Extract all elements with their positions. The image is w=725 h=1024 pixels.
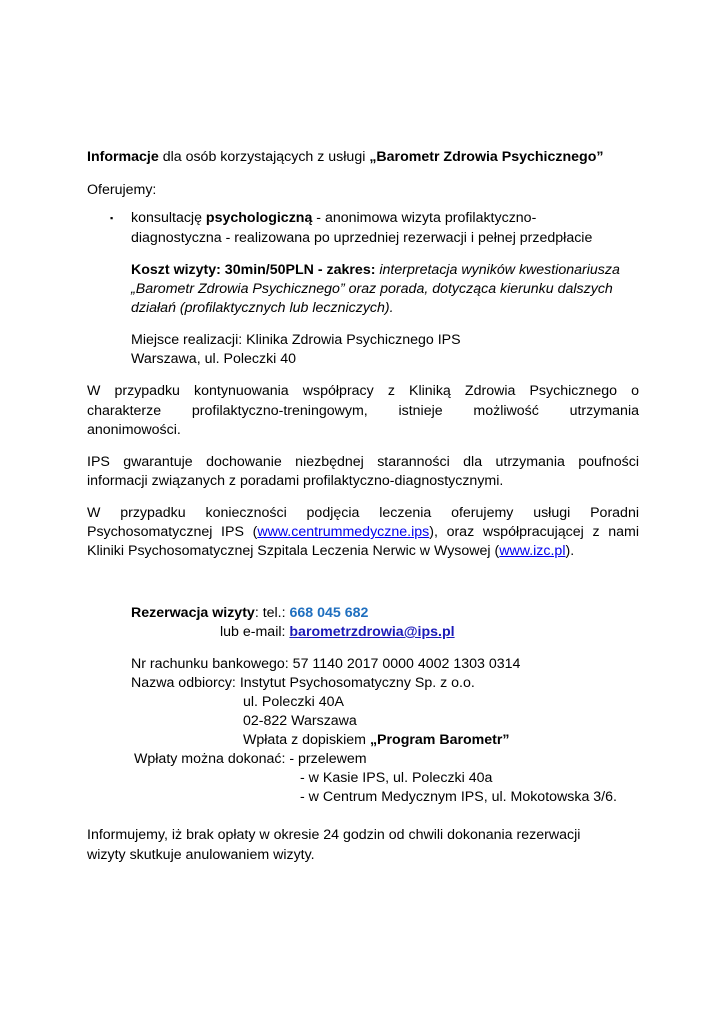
para3-line-2 — [87, 523, 639, 542]
cost-line-2: „Barometr Zdrowia Psychicznego” oraz porada, dotycząca kierunku dalszych — [131, 281, 613, 297]
reservation-line — [131, 604, 368, 623]
footer-line-1: Informujemy, iż brak opłaty w okresie 24 godzin od chwili dokonania rezerwacji — [87, 827, 581, 843]
bank-note-bold: „Program Barometr” — [369, 732, 510, 748]
payment-option-centrum: - w Centrum Medycznym IPS, ul. Mokotowska 3/6. — [300, 789, 617, 805]
reservation-email-line — [220, 623, 455, 642]
para3-line-1: W przypadku konieczności podjęcia leczenia oferujemy usługi Poradni — [87, 505, 639, 521]
payment-methods-label: Wpłaty można dokonać: - przelewem — [134, 751, 367, 767]
para1-line-3: anonimowości. — [87, 422, 181, 438]
bank-note-pre: Wpłata z dopiskiem — [243, 732, 370, 748]
cost-italic-1: interpretacja wyników kwestionariusza — [375, 262, 620, 278]
para1-line-2: charakterze profilaktyczno-treningowym, istnieje możliwość utrzymania — [87, 403, 639, 419]
heading-middle-text: dla osób korzystających z usługi — [158, 149, 370, 165]
para3-line-3-pre: Kliniki Psychosomatycznej Szpitala Leczenia Nerwic w Wysowej ( — [87, 543, 500, 559]
heading-bold-word: Informacje — [87, 149, 159, 165]
reservation-email-link[interactable]: barometrzdrowia@ips.pl — [289, 624, 455, 640]
payment-option-kasa: - w Kasie IPS, ul. Poleczki 40a — [300, 770, 493, 786]
bullet-line-1-post: - anonimowa wizyta profilaktyczno- — [312, 210, 537, 226]
para3-line-2-post: ), oraz współpracującej z nami — [429, 524, 639, 540]
para2-line-2: informacji związanych z poradami profilaktyczno-diagnostycznymi. — [87, 473, 504, 489]
reservation-tel-label: : tel.: — [254, 605, 290, 621]
reservation-phone[interactable]: 668 045 682 — [289, 605, 369, 621]
bullet-line-1 — [131, 209, 536, 228]
footer-line-2: wizyty skutkuje anulowaniem wizyty. — [87, 847, 315, 863]
bank-recipient: Nazwa odbiorcy: Instytut Psychosomatyczny Sp. z o.o. — [131, 675, 475, 691]
centrummedyczne-link[interactable]: www.centrummedyczne.ips — [257, 524, 430, 540]
place-line-1: Miejsce realizacji: Klinika Zdrowia Psychicznego IPS — [131, 332, 461, 348]
reservation-label: Rezerwacja wizyty — [131, 605, 255, 621]
bank-city: 02-822 Warszawa — [243, 713, 357, 729]
bullet-line-1-bold: psychologiczną — [205, 210, 313, 226]
document-heading — [87, 148, 603, 167]
bank-street: ul. Poleczki 40A — [243, 694, 344, 710]
program-name: „Barometr Zdrowia Psychicznego” — [369, 149, 604, 165]
bullet-icon: ▪ — [110, 213, 114, 223]
para1-line-1: W przypadku kontynuowania współpracy z Kliniką Zdrowia Psychicznego o — [87, 383, 639, 399]
bank-transfer-note — [243, 731, 510, 750]
cost-bold-1: Koszt wizyty: 30min/50PLN — [131, 262, 314, 278]
cost-line-3: działań (profilaktycznych lub leczniczych). — [131, 300, 394, 316]
bullet-line-2: diagnostyczna - realizowana po uprzedniej rezerwacji i pełnej przedpłacie — [131, 230, 593, 246]
para3-line-2-pre: Psychosomatycznej IPS ( — [87, 524, 258, 540]
cost-bold-2: - zakres: — [313, 262, 376, 278]
offer-label: Oferujemy: — [87, 182, 157, 198]
para3-line-3 — [87, 542, 574, 561]
place-line-2: Warszawa, ul. Poleczki 40 — [131, 351, 297, 367]
para2-line-1: IPS gwarantuje dochowanie niezbędnej staranności dla utrzymania poufności — [87, 454, 639, 470]
bank-account: Nr rachunku bankowego: 57 1140 2017 0000 4002 1303 0314 — [131, 656, 521, 672]
bullet-line-1-pre: konsultację — [131, 210, 206, 226]
para3-line-3-post: ). — [565, 543, 575, 559]
izc-link[interactable]: www.izc.pl — [499, 543, 566, 559]
reservation-email-prefix: lub e-mail: — [220, 624, 290, 640]
cost-line-1 — [131, 261, 620, 280]
